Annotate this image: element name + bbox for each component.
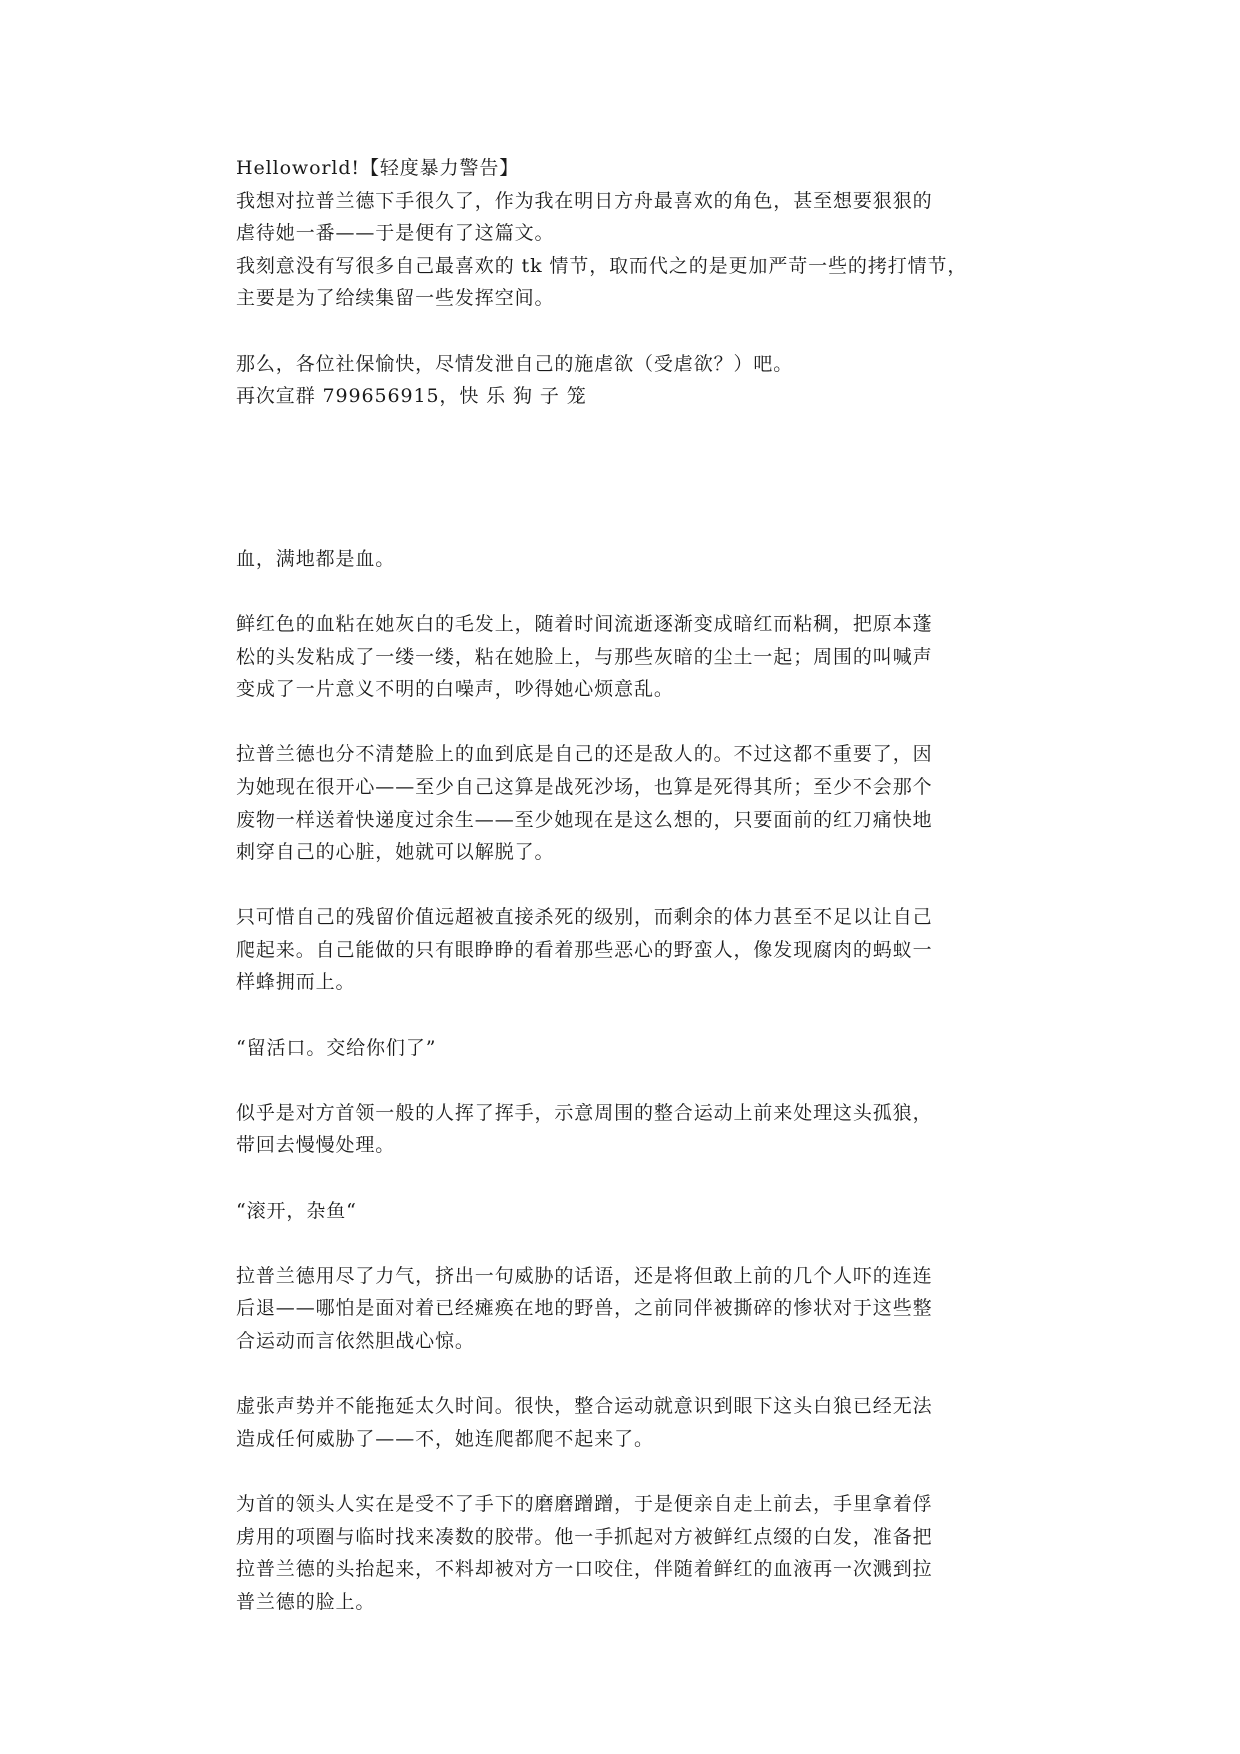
text-line: 虚张声势并不能拖延太久时间。很快，整合运动就意识到眼下这头白狼已经无法 [236,1395,933,1418]
text-line: 虏用的项圈与临时找来凑数的胶带。他一手抓起对方被鲜红点缀的白发，准备把 [236,1525,933,1548]
text-line: 带回去慢慢处理。 [236,1134,396,1157]
text-line: 为她现在很开心——至少自己这算是战死沙场，也算是死得其所；至少不会那个 [236,775,933,798]
text-line: 血，满地都是血。 [236,547,396,570]
section-break [236,413,1016,543]
story-paragraph [236,543,1016,576]
text-line: 普兰德的脸上。 [236,1590,376,1613]
text-line: 刺穿自己的心脏，她就可以解脱了。 [236,841,555,864]
text-line: 似乎是对方首领一般的人挥了挥手，示意周围的整合运动上前来处理这头孤狼， [236,1101,933,1124]
preface-title: Helloworld!【轻度暴力警告】 [236,157,520,179]
blank-line [236,1455,1016,1488]
text-line: 爬起来。自己能做的只有眼睁睁的看着那些恶心的野蛮人，像发现腐肉的蚂蚁一 [236,938,933,961]
story-paragraph [236,1097,1016,1162]
story-paragraph [236,1488,1016,1618]
blank-line [236,1064,1016,1097]
text-line: 造成任何威胁了——不，她连爬都爬不起来了。 [236,1427,654,1450]
text-line: 拉普兰德用尽了力气，挤出一句威胁的话语，还是将但敢上前的几个人吓的连连 [236,1264,933,1287]
text-line: 那么，各位社保愉快，尽情发泄自己的施虐欲（受虐欲？）吧。 [236,352,794,375]
text-line: 虐待她一番——于是便有了这篇文。 [236,222,555,245]
text-line: 松的头发粘成了一缕一缕，粘在她脸上，与那些灰暗的尘土一起；周围的叫喊声 [236,645,933,668]
text-line: 只可惜自己的残留价值远超被直接杀死的级别，而剩余的体力甚至不足以让自己 [236,906,933,929]
text-line: 废物一样送着快递度过余生——至少她现在是这么想的，只要面前的红刀痛快地 [236,808,933,831]
story-paragraph [236,1195,1016,1228]
blank-line [236,575,1016,608]
text-line: 合运动而言依然胆战心惊。 [236,1330,475,1352]
document-body [236,152,1016,1618]
text-line: “滚开，杂鱼“ [236,1199,357,1222]
blank-line [236,999,1016,1032]
text-line: 拉普兰德也分不清楚脸上的血到底是自己的还是敌人的。不过这都不重要了，因 [236,743,933,766]
story-paragraph [236,1260,1016,1358]
blank-line [236,1162,1016,1195]
text-line: 鲜红色的血粘在她灰白的毛发上，随着时间流逝逐渐变成暗红而粘稠，把原本蓬 [236,612,933,635]
story-paragraph [236,738,1016,868]
blank-line [236,1358,1016,1391]
text-line: 拉普兰德的头抬起来，不料却被对方一口咬住，伴随着鲜红的血液再一次溅到拉 [236,1558,933,1581]
blank-line [236,869,1016,902]
text-line: 样蜂拥而上。 [236,971,356,994]
preface-paragraph [236,185,1016,315]
blank-line [236,706,1016,739]
blank-line [236,1227,1016,1260]
text-line: 我刻意没有写很多自己最喜欢的 tk 情节，取而代之的是更加严苛一些的拷打情节， [236,254,968,277]
text-line: 变成了一片意义不明的白噪声，吵得她心烦意乱。 [236,678,674,701]
text-line: 后退——哪怕是面对着已经瘫痪在地的野兽，之前同伴被撕碎的惨状对于这些整 [236,1297,933,1320]
story-body [236,543,1016,1619]
story-paragraph [236,608,1016,706]
text-line: “留活口。交给你们了” [236,1036,437,1059]
text-line: 为首的领头人实在是受不了手下的磨磨蹭蹭，于是便亲自走上前去，手里拿着俘 [236,1492,933,1515]
story-paragraph [236,1032,1016,1065]
text-line: 再次宣群 799656915，快 乐 狗 子 笼 [236,385,587,408]
text-line: 主要是为了给续集留一些发挥空间。 [236,287,555,310]
blank-line [236,315,1016,348]
text-line: 我想对拉普兰德下手很久了，作为我在明日方舟最喜欢的角色，甚至想要狠狠的 [236,189,933,212]
preface-closing [236,348,1016,413]
story-paragraph [236,1390,1016,1455]
story-paragraph [236,901,1016,999]
